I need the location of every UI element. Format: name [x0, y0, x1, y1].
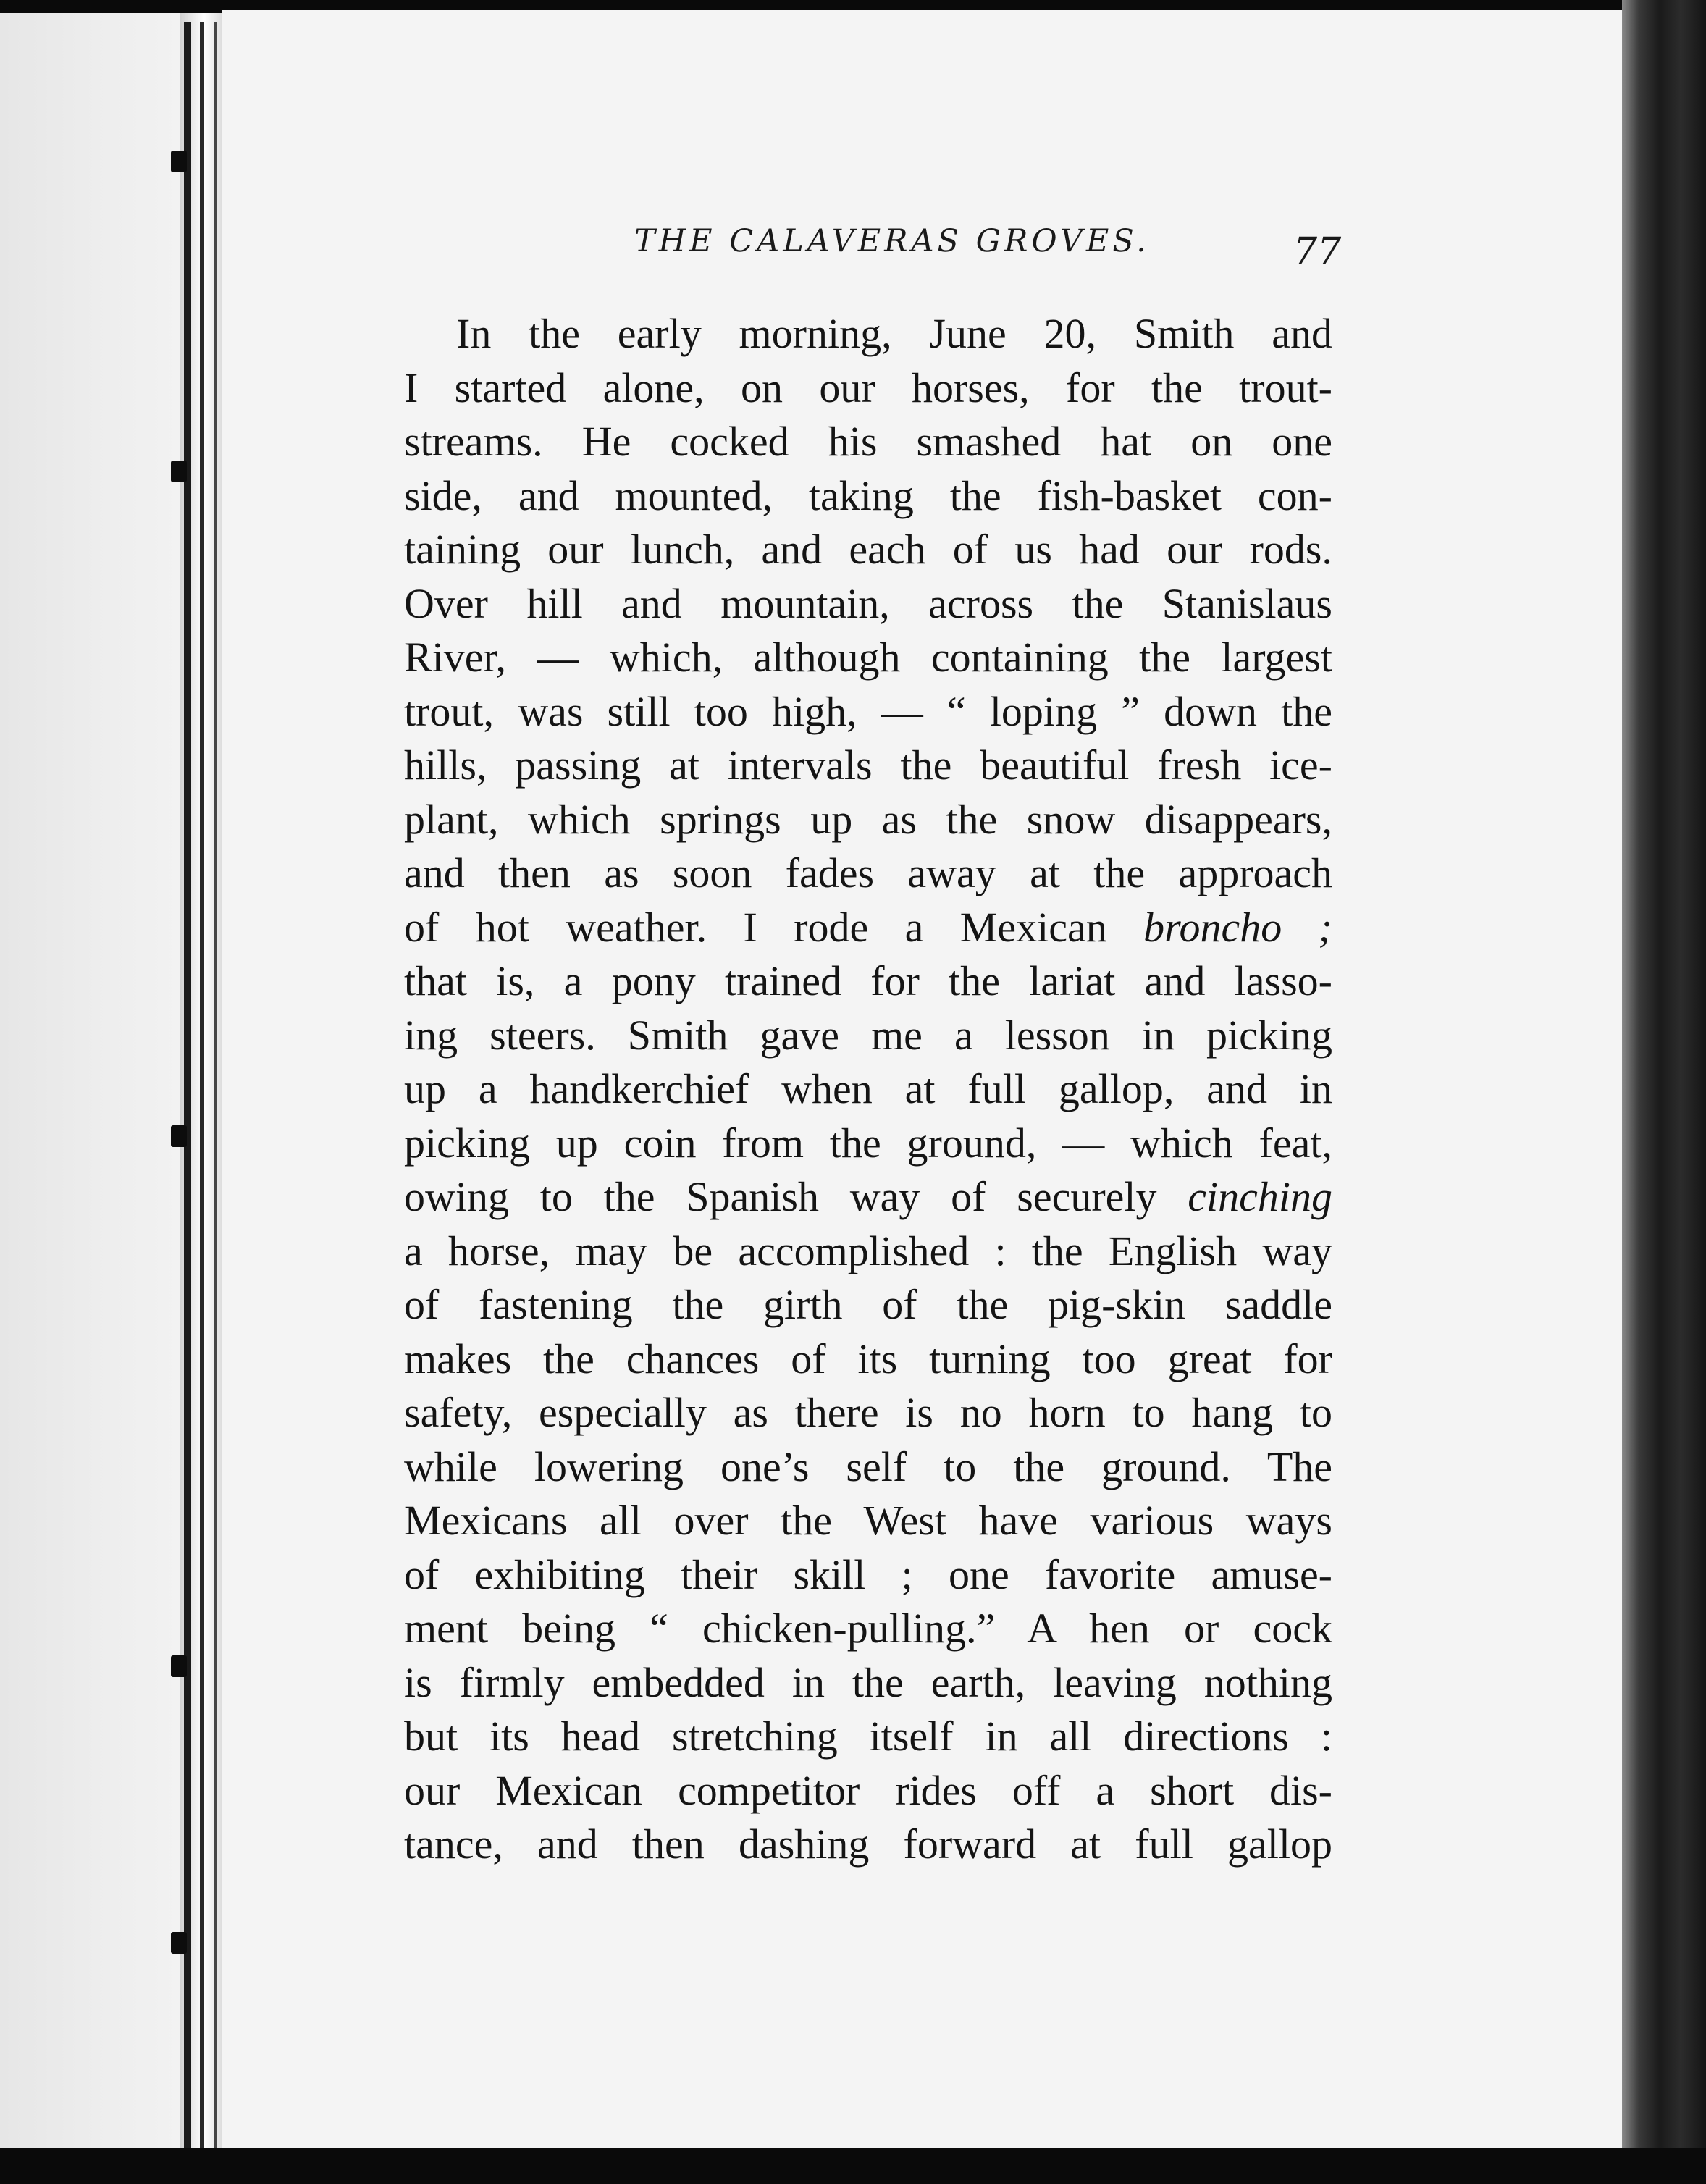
text-line: I started alone, on our horses, for the trout-	[404, 364, 1332, 411]
line-segment: of hot weather. I rode a Mexican	[404, 903, 1144, 951]
text-line: In the early morning, June 20, Smith and	[456, 310, 1332, 357]
text-line: side, and mounted, taking the fish-basket con-	[404, 471, 1332, 519]
italic-word: cinching	[1188, 1173, 1332, 1220]
text-line: River, — which, although containing the largest	[404, 634, 1332, 681]
text-line: Over hill and mountain, across the Stanislaus	[404, 579, 1332, 627]
binding-stitch	[171, 461, 187, 482]
text-line: a horse, may be accomplished : the English way	[404, 1227, 1332, 1274]
italic-word: broncho ;	[1143, 903, 1332, 951]
text-line: while lowering one’s self to the ground. The	[404, 1442, 1332, 1490]
text-line: picking up coin from the ground, — which feat,	[404, 1119, 1332, 1167]
text-line: of fastening the girth of the pig-skin saddle	[404, 1281, 1332, 1328]
text-line: taining our lunch, and each of us had our rods.	[404, 526, 1332, 573]
text-line: ing steers. Smith gave me a lesson in picking	[404, 1011, 1332, 1059]
text-line: makes the chances of its turning too great for	[404, 1335, 1332, 1382]
text-line	[404, 1170, 1332, 1225]
binding-stitch	[171, 1932, 187, 1954]
scan-bottom-border	[0, 2148, 1706, 2184]
body-text	[404, 307, 1332, 1872]
text-line: up a handkerchief when at full gallop, and in	[404, 1065, 1332, 1112]
book-cover-edge	[1622, 0, 1706, 2184]
binding-stitch	[171, 1655, 187, 1677]
text-line: our Mexican competitor rides off a short dis-	[404, 1766, 1332, 1814]
text-line: trout, was still too high, — “ loping ” down the	[404, 687, 1332, 735]
text-line: of exhibiting their skill ; one favorite amuse-	[404, 1550, 1332, 1598]
text-line: is firmly embedded in the earth, leaving nothing	[404, 1658, 1332, 1706]
text-line: but its head stretching itself in all directions :	[404, 1713, 1332, 1760]
binding-stitch	[171, 1125, 187, 1147]
text-line: hills, passing at intervals the beautiful fresh ice-	[404, 742, 1332, 789]
facing-page-edge	[0, 13, 182, 2148]
running-header: THE CALAVERAS GROVES.	[634, 223, 1150, 259]
binding-shadow	[184, 22, 191, 2151]
binding-stitch	[171, 151, 187, 172]
binding-shadow	[214, 22, 217, 2151]
text-line: Mexicans all over the West have various ways	[404, 1497, 1332, 1544]
text-line: that is, a pony trained for the lariat and lasso-	[404, 957, 1332, 1004]
line-segment: owing to the Spanish way of securely	[404, 1173, 1188, 1220]
text-line: plant, which springs up as the snow disappears,	[404, 795, 1332, 843]
text-line: ment being “ chicken-pulling.” A hen or cock	[404, 1605, 1332, 1652]
text-line: and then as soon fades away at the approach	[404, 849, 1332, 896]
text-line	[404, 901, 1332, 955]
text-line: tance, and then dashing forward at full gallop	[404, 1820, 1332, 1868]
page-number: 77	[1293, 230, 1342, 274]
text-line: safety, especially as there is no horn to hang to	[404, 1389, 1332, 1436]
text-line: streams. He cocked his smashed hat on one	[404, 418, 1332, 465]
binding-shadow	[200, 22, 204, 2151]
